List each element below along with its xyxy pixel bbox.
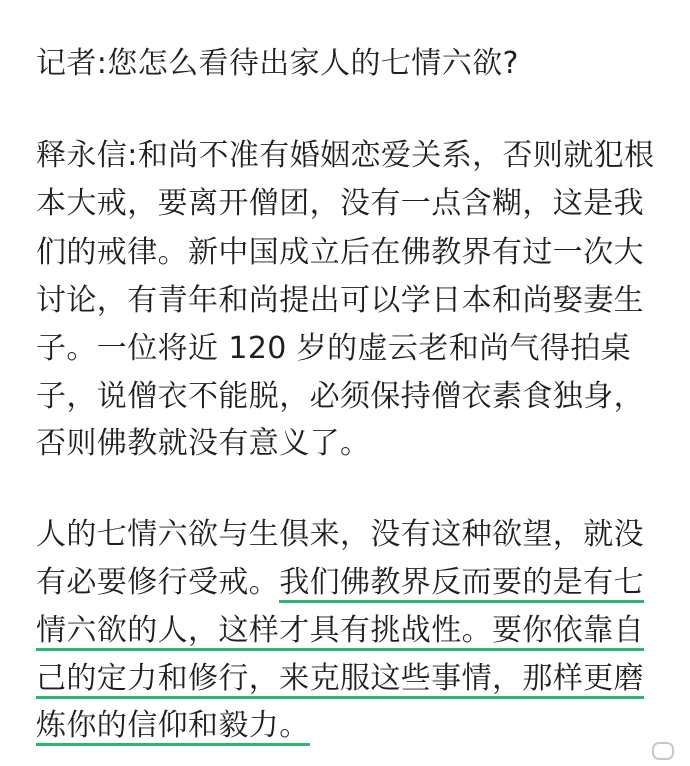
answer-line: [36, 329, 631, 369]
answer-line: [36, 515, 644, 555]
weibo-logo-icon: [652, 742, 674, 760]
highlighted-text: 情六欲的人，这样才具有挑战性。要你依靠自: [36, 613, 644, 651]
answer-line: [36, 424, 370, 464]
watermark: [652, 742, 678, 760]
text-segment: 释永信:和尚不准有婚姻恋爱关系，否则就犯根: [36, 138, 655, 173]
text-segment: 人的七情六欲与生俱来，没有这种欲望，就没: [36, 517, 644, 552]
highlighted-text: 己的定力和修行，来克服这些事情，那样更磨: [36, 661, 644, 699]
answer-line: [36, 659, 644, 699]
highlighted-text: 炼你的信仰和毅力。: [36, 708, 310, 746]
answer-line: [36, 563, 644, 603]
answer-line: [36, 706, 310, 746]
answer-line: [36, 136, 655, 176]
answer-line: [36, 233, 644, 273]
text-segment: 记者:您怎么看待出家人的七情六欲?: [36, 46, 519, 81]
highlighted-text: 我们佛教界反而要的是有七: [279, 565, 644, 603]
text-segment: 们的戒律。新中国成立后在佛教界有过一次大: [36, 235, 644, 270]
text-segment: 子，说僧衣不能脱，必须保持僧衣素食独身，: [36, 379, 644, 414]
text-segment: 有必要修行受戒。: [36, 565, 280, 600]
text-segment: 讨论，有青年和尚提出可以学日本和尚娶妻生: [36, 283, 644, 318]
answer-line: [36, 377, 644, 417]
text-segment: 否则佛教就没有意义了。: [36, 426, 371, 461]
answer-line: [36, 184, 644, 224]
text-segment: 子。一位将近 120 岁的虚云老和尚气得拍桌: [36, 331, 632, 366]
question-line: [36, 44, 519, 84]
text-segment: 本大戒，要离开僧团，没有一点含糊，这是我: [36, 186, 644, 221]
answer-line: [36, 611, 644, 651]
answer-line: [36, 281, 644, 321]
